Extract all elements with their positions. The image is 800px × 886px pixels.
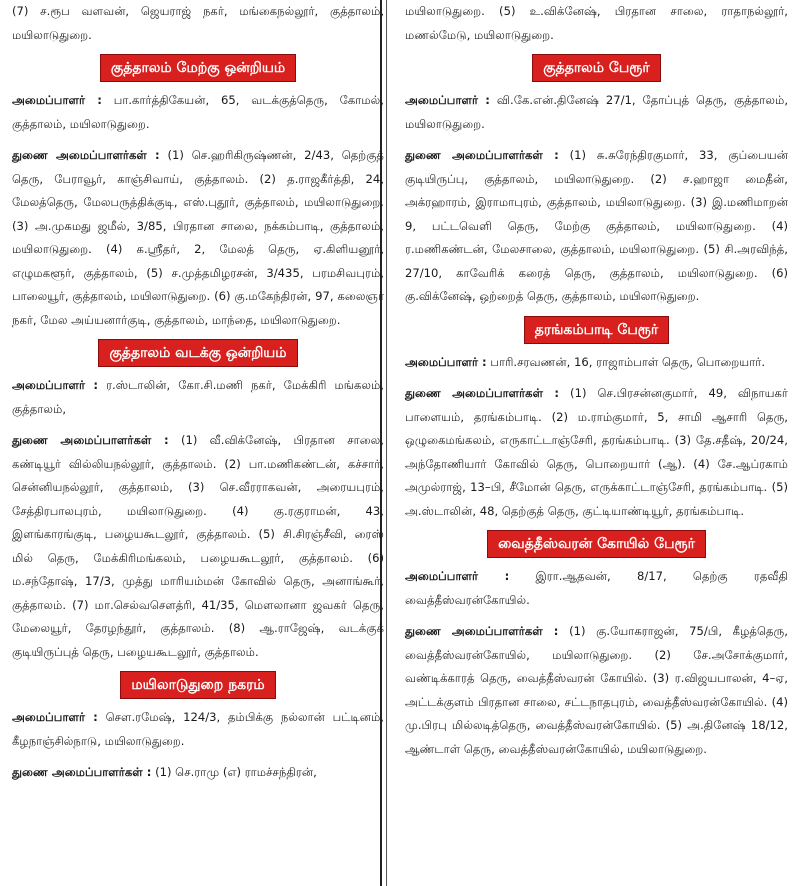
deputy-paragraph <box>405 382 788 523</box>
deputy-text: (1) செ.ஹரிகிருஷ்ணன், 2/43, தெற்குத் தெரு, பேராவூர், காஞ்சிவாய், குத்தாலம். (2) த.ராஜகீர்த்தி, 24, மேலத்தெரு, மேலபருத்திக்குடி, எஸ்.புதூர், குத்தாலம், மயிலாடுதுறை. (3) அ.முகமது ஜமீல், 3/85, பிரதான சாலை, நக்கம்பாடி, குத்தாலம், மயிலாடுதுறை. (4) க.ஸ்ரீதர், 2, மேலத் தெரு, ஏ.கிளியனூர், எழுமகளூர், குத்தாலம், (5) ச.முத்தமிழரசன், 3/435, பரமசிவபுரம், பாலையூர், குத்தாலம், மயிலாடுதுறை. (6) கு.மகேந்திரன், 97, கலைஞர் நகர், மேல அய்யனார்குடி, குத்தாலம், மாந்தை, மயிலாடுதுறை. <box>12 148 384 327</box>
deputy-label: துணை அமைப்பாளர்கள் : <box>405 386 560 400</box>
organizer-label: அமைப்பாளர் : <box>12 93 102 107</box>
organizer-paragraph <box>12 374 384 421</box>
deputy-label: துணை அமைப்பாளர்கள் : <box>405 624 559 638</box>
section-heading: வைத்தீஸ்வரன் கோயில் பேரூர் <box>405 530 788 558</box>
deputy-paragraph <box>12 429 384 664</box>
section-heading: குத்தாலம் மேற்கு ஒன்றியம் <box>12 54 384 82</box>
section-heading: மயிலாடுதுறை நகரம் <box>12 671 384 699</box>
section-heading: குத்தாலம் பேரூர் <box>405 54 788 82</box>
deputy-paragraph <box>12 761 384 785</box>
left-column <box>0 0 392 785</box>
continued-paragraph: (7) ச.ரூப வளவன், ஜெயராஜ் நகர், மங்கைநல்லூர், குத்தாலம், மயிலாடுதுறை. <box>12 4 384 42</box>
deputy-label: துணை அமைப்பாளர்கள் : <box>12 433 169 447</box>
organizer-paragraph <box>12 89 384 136</box>
organizer-paragraph <box>405 351 788 375</box>
organizer-text: பாரி.சரவணன், 16, ராஜாம்பாள் தெரு, பொறையார். <box>490 354 766 369</box>
section-heading: குத்தாலம் வடக்கு ஒன்றியம் <box>12 339 384 367</box>
deputy-text: (1) சு.சுரேந்திரகுமார், 33, குப்பையன் குடியிருப்பு, குத்தாலம், மயிலாடுதுறை. (2) ச.ஹாஜா மைதீன், அக்ரஹாரம், இராமாபுரம், குத்தாலம், மயிலாடுதுறை. (3) இ.மணிமாறன் 9, பட்டவெளி தெரு, மேற்கு குத்தாலம், மயிலாடுதுறை. (4) ர.மணிகண்டன், மேலசாலை, குத்தாலம், மயிலாடுதுறை. (5) சி.அரவிந்த், 27/10, காவேரிக் கரைத் தெரு, குத்தாலம், மயிலாடுதுறை. (6) கு.விக்னேஷ், ஒற்றைத் தெரு, குத்தாலம், மயிலாடுதுறை. <box>405 148 788 303</box>
organizer-text: பா.கார்த்திகேயன், 65, வடக்குத்தெரு, கோமல், குத்தாலம், மயிலாடுதுறை. <box>12 93 384 131</box>
deputy-label: துணை அமைப்பாளர்கள் : <box>405 148 559 162</box>
deputy-text: (1) வீ.விக்னேஷ், பிரதான சாலை, கண்டியூர் வில்லியநல்லூர், குத்தாலம். (2) பா.மணிகண்டன், கச்சார், சென்னியநல்லூர், குத்தாலம், (3) செ.வீரராகவன், அரையபுரம், சேத்திரபாலபுரம், மயிலாடுதுறை. (4) கு.ரகுராமன், 43, இளங்காரங்குடி, பழையகூடலூர், குத்தாலம். (5) சி.சிரஞ்சீவி, ரைஸ் மில் தெரு, மேக்கிரிமங்கலம், பழையகூடலூர், குத்தாலம். (6) ம.சந்தோஷ், 17/3, முத்து மாரியம்மன் கோவில் தெரு, அனாங்கூர், குத்தாலம். (7) மா.செல்வசௌத்ரி, 41/35, மௌலானா ஜவகர் தெரு, மேலையூர், தேரழந்தூர், குத்தாலம். (8) ஆ.ராஜேஷ், வடக்குக் குடியிருப்புத் தெரு, பழையகூடலூர், குத்தாலம். <box>12 433 384 659</box>
organizer-label: அமைப்பாளர் : <box>12 378 99 392</box>
organizer-label: அமைப்பாளர் : <box>405 569 510 583</box>
organizer-text: வி.கே.என்.தினேஷ் 27/1, தோப்புத் தெரு, குத்தாலம், மயிலாடுதுறை. <box>405 93 789 131</box>
organizer-paragraph <box>405 89 788 136</box>
deputy-text: (1) செ.பிரசன்னகுமார், 49, விநாயகர் பாளையம், தரங்கம்பாடி. (2) ம.ராம்குமார், 5, சாமி ஆசாரி தெரு, ஒழுகைமங்கலம், எருகாட்டாஞ்சேரி, தரங்கம்பாடி. (3) தே.சதீஷ், 20/24, அந்தோணியார் கோவில் தெரு, பொறையார் (ஆ). (4) சே.ஆப்ரகாம் அமுல்ராஜ், 13–பி, சீமோன் தெரு, எருக்காட்டாஞ்சேரி, தரங்கம்பாடி. (5) அ.ஸ்டாலின், 48, தெற்குத் தெரு, குட்டியாண்டியூர், தரங்கம்பாடி. <box>405 386 788 518</box>
deputy-paragraph <box>12 144 384 332</box>
organizer-text: ர.ஸ்டாலின், கோ.சி.மணி நகர், மேக்கிரி மங்கலம், குத்தாலம், <box>12 378 384 416</box>
organizer-paragraph <box>405 565 788 612</box>
deputy-label: துணை அமைப்பாளர்கள் : <box>12 765 152 779</box>
deputy-text: (1) கு.யோகராஜன், 75/பி, கீழத்தெரு, வைத்தீஸ்வரன்கோயில், மயிலாடுதுறை. (2) சே.அசோக்குமார், வண்டிக்காரத் தெரு, வைத்தீஸ்வரன் கோயில். (3) ர.விஜயபாலன், 4–ஏ, அட்டக்குளம் பிரதான சாலை, சட்டநாதபுரம், வைத்தீஸ்வரன்கோயில். (4) மு.பிரபு மில்லடித்தெரு, வைத்தீஸ்வரன்கோயில். (5) அ.தினேஷ் 18/12, ஆண்டாள் தெரு, வைத்தீஸ்வரன்கோயில், மயிலாடுதுறை. <box>405 624 788 756</box>
organizer-paragraph <box>12 706 384 753</box>
organizer-text: இரா.ஆதவன், 8/17, தெற்கு ரதவீதி வைத்தீஸ்வரன்கோயில். <box>405 569 788 607</box>
deputy-paragraph <box>405 144 788 309</box>
organizer-label: அமைப்பாளர் : <box>405 93 490 107</box>
organizer-label: அமைப்பாளர் : <box>12 710 98 724</box>
organizer-text: சௌ.ரமேஷ், 124/3, தம்பிக்கு நல்லான் பட்டினம், கீழநாஞ்சில்நாடு, மயிலாடுதுறை. <box>12 710 384 748</box>
deputy-paragraph <box>405 620 788 761</box>
section-heading: தரங்கம்பாடி பேரூர் <box>405 316 788 344</box>
deputy-text: (1) செ.ராமு (எ) ராமச்சந்திரன், <box>155 765 317 779</box>
deputy-label: துணை அமைப்பாளர்கள் : <box>12 148 160 162</box>
continued-paragraph: மயிலாடுதுறை. (5) உ.விக்னேஷ், பிரதான சாலை, ராதாநல்லூர், மணல்மேடு, மயிலாடுதுறை. <box>405 4 788 42</box>
right-column <box>395 0 800 761</box>
organizer-label: அமைப்பாளர் : <box>405 354 487 369</box>
